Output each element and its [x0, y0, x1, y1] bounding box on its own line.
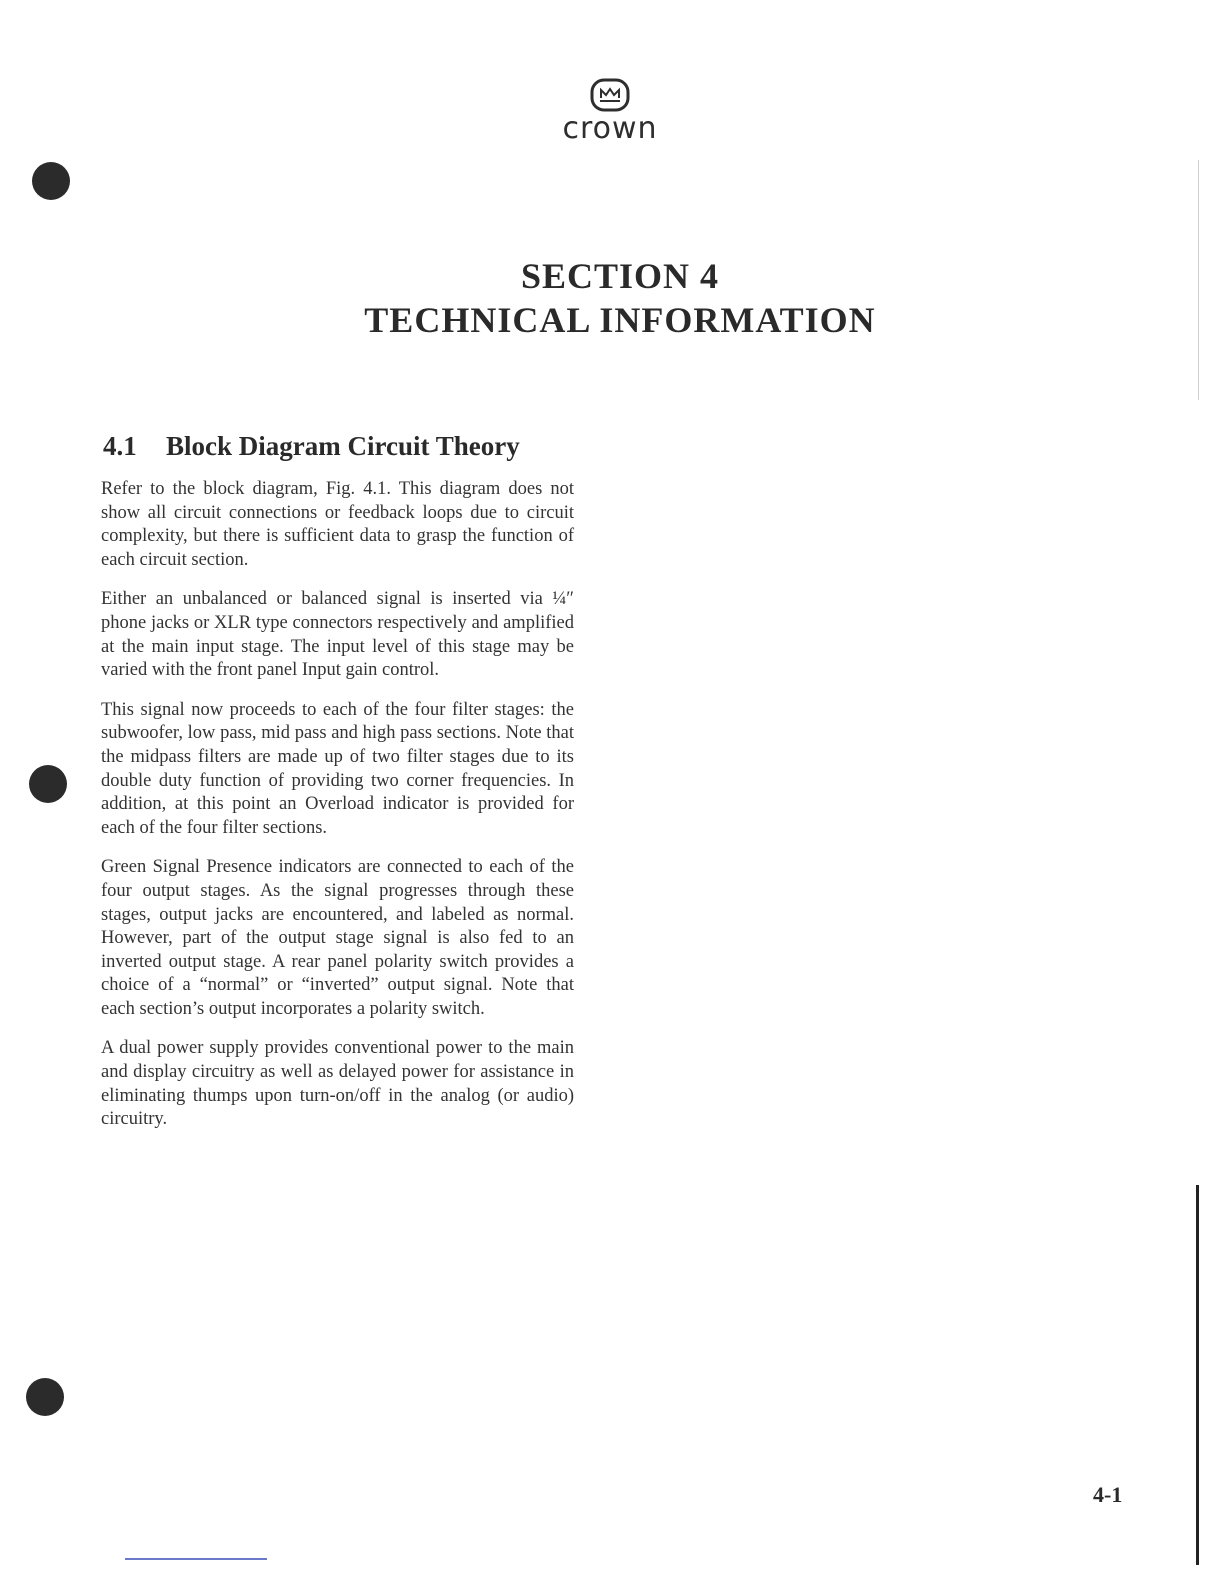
paragraph: Green Signal Presence indicators are connected to each of the four output stages. As the signal progresses through these stages, output jacks are encountered, and labeled as normal. However, part of the output stage signal is also fed to an inverted output stage. A rear panel polarity switch provides a choice of a “normal” or “inverted” output signal. Note that each section’s output incorporates a polarity switch.: [101, 857, 574, 1019]
section-number: SECTION 4: [520, 256, 720, 296]
scan-edge-shadow: [1196, 1185, 1199, 1565]
binder-hole-middle: [29, 765, 67, 803]
crown-icon: [590, 78, 630, 112]
section-title: TECHNICAL INFORMATION: [364, 300, 876, 340]
bottom-rule: [125, 1558, 267, 1560]
binder-hole-top: [32, 162, 70, 200]
section-heading: [340, 254, 900, 342]
paragraph: This signal now proceeds to each of the four filter stages: the subwoofer, low pass, mid pass and high pass sections. Note that the midpass filters are made up of two filter stages due to its double duty function of providing two corner frequencies. In addition, at this point an Overload indicator is provided for each of the four filter sections.: [101, 699, 574, 838]
subsection-number: 4.1: [103, 431, 137, 461]
paragraph: Either an unbalanced or balanced signal is inserted via ¼″ phone jacks or XLR type connectors respectively and amplified at the main input stage. The input level of this stage may be varied with the front panel Input gain control.: [101, 589, 574, 681]
page-number: 4-1: [1093, 1482, 1123, 1507]
paragraph: A dual power supply provides conventional power to the main and display circuitry as well as delayed power for assistance in eliminating thumps upon turn-on/off in the analog (or audio) circuitry.: [101, 1038, 574, 1130]
scan-edge-line: [1198, 160, 1199, 400]
paragraph: Refer to the block diagram, Fig. 4.1. This diagram does not show all circuit connections or feedback loops due to circuit complexity, but there is sufficient data to grasp the function of each circuit section.: [101, 479, 574, 570]
body-text: [101, 478, 574, 1148]
subsection-heading: [103, 428, 520, 464]
logo-wordmark: crown: [562, 111, 658, 146]
binder-hole-bottom: [26, 1378, 64, 1416]
crown-logo: [540, 78, 680, 144]
subsection-title: Block Diagram Circuit Theory: [166, 431, 520, 461]
